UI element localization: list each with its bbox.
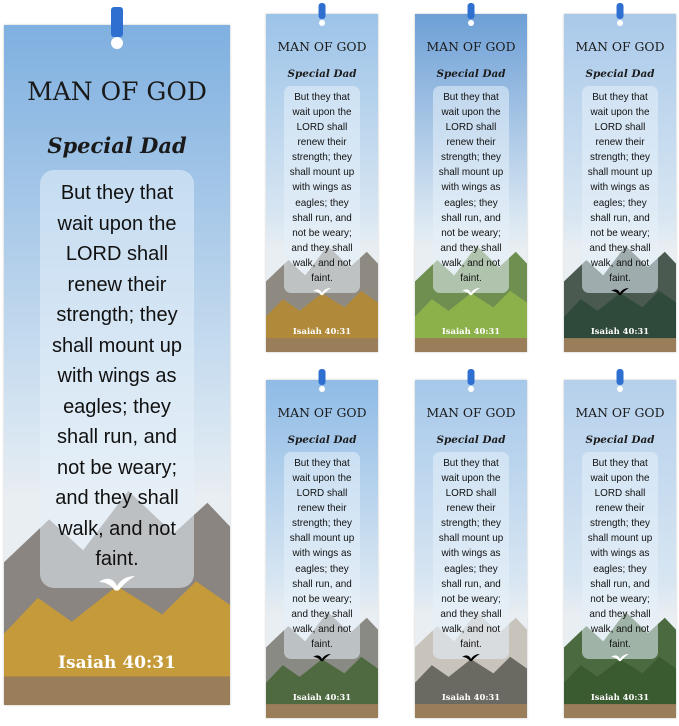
- verse-line: with wings as: [441, 182, 501, 194]
- ribbon-tassel: [617, 369, 624, 385]
- verse-line: walk, and not: [58, 517, 176, 540]
- bird-icon: [312, 653, 332, 663]
- verse-line: shall run, and: [292, 578, 352, 590]
- verse-line: and they shall: [589, 608, 651, 620]
- verse-line: strength; they: [440, 152, 502, 164]
- punch-hole: [319, 386, 325, 392]
- verse-reference: Isaiah 40:31: [590, 692, 650, 703]
- verse-line: shall mount up: [438, 533, 504, 545]
- bird-icon: [461, 287, 481, 297]
- verse-line: and they shall: [291, 608, 353, 620]
- verse-line: strength; they: [291, 152, 353, 164]
- verse-line: faint.: [311, 639, 333, 651]
- verse-line: strength; they: [589, 152, 651, 164]
- verse-line: shall mount up: [289, 167, 355, 179]
- bookmark-title: MAN OF GOD: [277, 405, 367, 420]
- verse-panel: [433, 452, 509, 659]
- verse-line: strength; they: [589, 518, 651, 530]
- verse-line: eagles; they: [63, 395, 171, 418]
- verse-line: But they that: [592, 457, 648, 469]
- verse-line: shall run, and: [441, 212, 501, 224]
- verse-line: LORD shall: [65, 243, 169, 265]
- bookmark: [266, 14, 378, 352]
- verse-line: not be weary;: [292, 593, 352, 605]
- verse-line: walk, and not: [590, 624, 650, 635]
- verse-line: wait upon the: [590, 472, 650, 484]
- bookmark: [266, 380, 378, 718]
- verse-line: wait upon the: [292, 472, 352, 484]
- verse-line: walk, and not: [441, 258, 501, 269]
- ribbon-tassel: [617, 3, 624, 19]
- verse-line: faint.: [95, 548, 139, 570]
- verse-line: shall run, and: [590, 578, 650, 590]
- bookmark-title: MAN OF GOD: [277, 39, 367, 54]
- verse-line: and they shall: [440, 242, 502, 254]
- verse-line: But they that: [294, 91, 350, 103]
- verse-line: LORD shall: [445, 488, 497, 500]
- verse-line: renew their: [297, 503, 347, 515]
- verse-line: and they shall: [55, 487, 179, 509]
- bird-icon: [461, 653, 481, 663]
- bookmark-subtitle: Special Dad: [287, 433, 357, 446]
- ribbon-tassel: [468, 3, 475, 19]
- bookmark: [415, 14, 527, 352]
- verse-line: not be weary;: [441, 227, 501, 239]
- verse-line: shall mount up: [289, 533, 355, 545]
- ribbon-tassel: [319, 369, 326, 385]
- verse-line: renew their: [67, 273, 167, 296]
- verse-line: eagles; they: [593, 197, 647, 209]
- verse-line: not be weary;: [590, 227, 650, 239]
- verse-line: and they shall: [589, 242, 651, 254]
- verse-panel: [582, 86, 658, 293]
- verse-line: not be weary;: [441, 593, 501, 605]
- verse-reference: Isaiah 40:31: [441, 326, 501, 337]
- verse-line: renew their: [297, 137, 347, 149]
- punch-hole: [319, 20, 325, 26]
- verse-line: wait upon the: [57, 212, 177, 235]
- verse-line: strength; they: [56, 304, 178, 326]
- verse-line: faint.: [609, 273, 631, 285]
- verse-line: faint.: [460, 639, 482, 651]
- bookmark-subtitle: Special Dad: [585, 67, 655, 80]
- verse-line: and they shall: [440, 608, 502, 620]
- verse-line: LORD shall: [296, 122, 348, 134]
- verse-line: But they that: [592, 91, 648, 103]
- verse-line: strength; they: [291, 518, 353, 530]
- bookmark: [564, 14, 676, 352]
- verse-line: wait upon the: [441, 106, 501, 118]
- bookmark-subtitle: Special Dad: [436, 433, 506, 446]
- verse-line: eagles; they: [444, 563, 498, 575]
- verse-reference: Isaiah 40:31: [441, 692, 501, 703]
- verse-line: not be weary;: [56, 456, 178, 479]
- verse-line: wait upon the: [292, 106, 352, 118]
- ribbon-tassel: [319, 3, 326, 19]
- verse-panel: [284, 86, 360, 293]
- verse-line: faint.: [311, 273, 333, 285]
- bookmark-subtitle: Special Dad: [585, 433, 655, 446]
- verse-line: LORD shall: [296, 488, 348, 500]
- verse-line: shall mount up: [438, 167, 504, 179]
- bookmark-subtitle: Special Dad: [436, 67, 506, 80]
- verse-line: with wings as: [57, 365, 177, 387]
- verse-reference: Isaiah 40:31: [590, 326, 650, 337]
- punch-hole: [468, 20, 474, 26]
- bird-icon: [97, 574, 137, 594]
- verse-line: with wings as: [292, 548, 352, 560]
- verse-panel: [582, 452, 658, 659]
- bookmark-title: MAN OF GOD: [575, 39, 665, 54]
- verse-line: shall mount up: [587, 167, 653, 179]
- bird-icon: [610, 287, 630, 297]
- verse-reference: Isaiah 40:31: [292, 326, 352, 337]
- bookmark-title: MAN OF GOD: [426, 39, 516, 54]
- verse-panel: [433, 86, 509, 293]
- bookmark-title: MAN OF GOD: [575, 405, 665, 420]
- bookmark: [415, 380, 527, 718]
- verse-line: not be weary;: [590, 593, 650, 605]
- verse-line: But they that: [60, 182, 174, 204]
- verse-line: eagles; they: [444, 197, 498, 209]
- verse-line: shall run, and: [56, 426, 178, 448]
- verse-line: renew their: [446, 137, 496, 149]
- punch-hole: [617, 20, 623, 26]
- bird-icon: [610, 653, 630, 663]
- verse-line: not be weary;: [292, 227, 352, 239]
- verse-line: LORD shall: [594, 122, 646, 134]
- verse-line: eagles; they: [295, 197, 349, 209]
- verse-line: shall mount up: [51, 334, 183, 357]
- verse-line: walk, and not: [292, 624, 352, 635]
- verse-line: eagles; they: [593, 563, 647, 575]
- verse-line: wait upon the: [590, 106, 650, 118]
- verse-line: shall run, and: [441, 578, 501, 590]
- verse-line: renew their: [446, 503, 496, 515]
- bookmark-subtitle: Special Dad: [47, 133, 187, 158]
- verse-line: shall run, and: [590, 212, 650, 224]
- verse-line: strength; they: [440, 518, 502, 530]
- verse-line: But they that: [294, 457, 350, 469]
- verse-line: with wings as: [292, 182, 352, 194]
- verse-reference: Isaiah 40:31: [292, 692, 352, 703]
- verse-line: LORD shall: [445, 122, 497, 134]
- verse-line: shall mount up: [587, 533, 653, 545]
- ribbon-tassel: [468, 369, 475, 385]
- verse-line: walk, and not: [441, 624, 501, 635]
- verse-line: renew their: [595, 503, 645, 515]
- verse-line: walk, and not: [292, 258, 352, 269]
- verse-line: with wings as: [590, 548, 650, 560]
- bird-icon: [312, 287, 332, 297]
- bookmark-large: [4, 25, 230, 705]
- verse-line: with wings as: [590, 182, 650, 194]
- punch-hole: [111, 37, 123, 49]
- bookmark-subtitle: Special Dad: [287, 67, 357, 80]
- verse-reference: Isaiah 40:31: [58, 653, 176, 673]
- verse-line: wait upon the: [441, 472, 501, 484]
- verse-line: shall run, and: [292, 212, 352, 224]
- punch-hole: [617, 386, 623, 392]
- verse-line: eagles; they: [295, 563, 349, 575]
- verse-panel: [284, 452, 360, 659]
- verse-line: with wings as: [441, 548, 501, 560]
- verse-line: LORD shall: [594, 488, 646, 500]
- bookmark-title: MAN OF GOD: [27, 77, 207, 106]
- verse-line: But they that: [443, 457, 499, 469]
- bookmark: [564, 380, 676, 718]
- bookmark-title: MAN OF GOD: [426, 405, 516, 420]
- verse-panel: [40, 170, 194, 588]
- verse-line: But they that: [443, 91, 499, 103]
- verse-line: walk, and not: [590, 258, 650, 269]
- ribbon-tassel: [111, 7, 123, 37]
- verse-line: renew their: [595, 137, 645, 149]
- punch-hole: [468, 386, 474, 392]
- verse-line: faint.: [609, 639, 631, 651]
- verse-line: faint.: [460, 273, 482, 285]
- verse-line: and they shall: [291, 242, 353, 254]
